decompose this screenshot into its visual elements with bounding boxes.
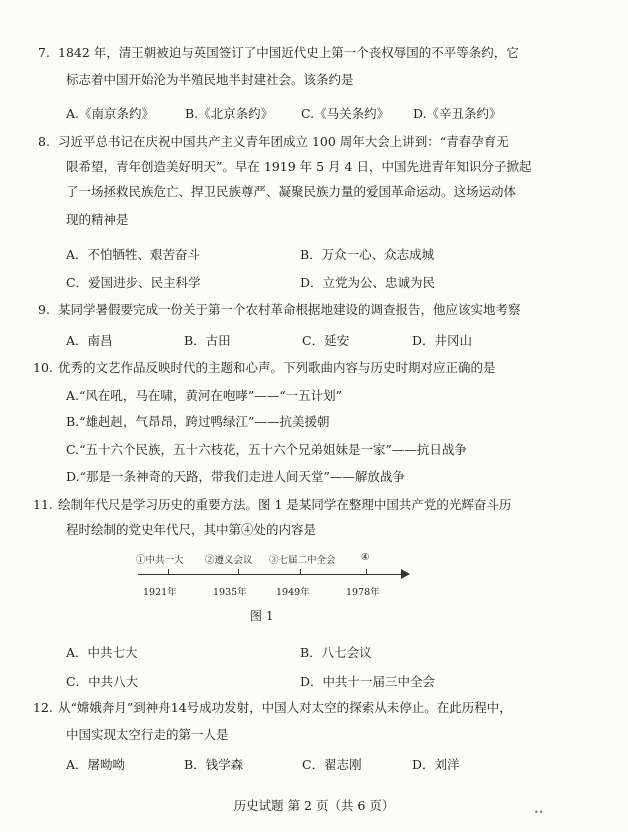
question-11-line-2: 程时绘制的党史年代尺，其中第④处的内容是 (66, 522, 317, 537)
question-7-line-1: 1842 年，清王朝被迫与英国签订了中国近代史上第一个丧权辱国的不平等条约，它 (58, 45, 519, 60)
question-10-line-1: 优秀的文艺作品反映时代的主题和心声。下列歌曲内容与历史时期对应正确的是 (58, 360, 496, 375)
question-8-option-a: A．不怕牺牲、艰苦奋斗 (66, 247, 201, 262)
timeline-tick (366, 569, 367, 575)
question-11-line-1: 绘制年代尺是学习历史的重要方法。图 1 是某同学在整理中国共产党的光辉奋斗历 (58, 497, 512, 512)
question-12-option-d: D．刘洋 (412, 757, 460, 772)
timeline-year-1: 1921年 (143, 587, 177, 598)
question-8-line-1: 习近平总书记在庆祝中国共产主义青年团成立 100 周年大会上讲到：“青春孕育无 (58, 134, 509, 149)
question-12-number: 12. (33, 700, 53, 715)
party-history-timeline (128, 552, 418, 602)
question-11-option-a: A．中共七大 (66, 645, 138, 660)
question-7-number: 7. (38, 45, 50, 60)
timeline-label-2: ②遵义会议 (205, 555, 253, 566)
question-10-option-c: C.“五十六个民族，五十六枝花，五十六个兄弟姐妹是一家”——抗日战争 (66, 442, 467, 457)
question-9-number: 9. (38, 302, 50, 317)
timeline-axis (138, 574, 403, 575)
question-8-option-d: D．立党为公、忠诚为民 (300, 275, 436, 290)
page-footer: 历史试题 第 2 页（共 6 页） (233, 798, 395, 813)
question-11-number: 11. (33, 497, 53, 512)
timeline-year-4: 1978年 (346, 587, 380, 598)
timeline-label-4: ④ (361, 552, 370, 563)
timeline-year-3: 1949年 (276, 587, 310, 598)
timeline-year-2: 1935年 (213, 587, 247, 598)
question-12-line-1: 从“嫦娥奔月”到神舟14号成功发射，中国人对太空的探索从未停止。在此历程中， (58, 700, 512, 715)
question-11-option-d: D．中共十一届三中全会 (300, 674, 436, 689)
question-10-option-b: B.“雄赳赳，气昂昂，跨过鸭绿江”——抗美援朝 (66, 414, 330, 429)
question-8-option-b: B．万众一心、众志成城 (300, 247, 435, 262)
scan-speck: •• (534, 808, 544, 817)
question-11-option-b: B．八七会议 (300, 645, 372, 660)
timeline-tick (238, 569, 239, 575)
question-8-line-2: 限希望，青年创造美好明天”。早在 1919 年 5 月 4 日，中国先进青年知识分子掀起 (66, 159, 532, 174)
timeline-arrow-icon (401, 569, 410, 579)
question-12-option-a: A．屠呦呦 (66, 757, 126, 772)
question-7-line-2: 标志着中国开始沦为半殖民地半封建社会。该条约是 (66, 72, 354, 87)
question-8-option-c: C．爱国进步、民主科学 (66, 275, 201, 290)
question-8-number: 8. (38, 134, 50, 149)
question-12-option-c: C．翟志刚 (302, 757, 362, 772)
question-9-option-c: C．延安 (302, 333, 350, 348)
timeline-tick (168, 569, 169, 575)
question-8-line-4: 现的精神是 (66, 212, 129, 227)
question-9-line-1: 某同学暑假要完成一份关于第一个农村革命根据地建设的调查报告，他应该实地考察 (58, 302, 521, 317)
question-7-option-a: A.《南京条约》 (66, 106, 155, 121)
question-12-line-2: 中国实现太空行走的第一人是 (66, 727, 229, 742)
question-7-option-b: B.《北京条约》 (185, 106, 274, 121)
question-9-option-b: B．古田 (184, 333, 231, 348)
question-12-option-b: B．钱学森 (184, 757, 244, 772)
question-8-line-3: 了一场拯救民族危亡、捍卫民族尊严、凝聚民族力量的爱国革命运动。这场运动体 (66, 184, 517, 199)
question-9-option-d: D．井冈山 (412, 333, 473, 348)
question-7-option-c: C.《马关条约》 (301, 106, 390, 121)
timeline-tick (300, 569, 301, 575)
figure-caption: 图 1 (250, 609, 274, 623)
timeline-label-3: ③七届二中全会 (269, 555, 336, 566)
question-9-option-a: A．南昌 (66, 333, 113, 348)
question-10-number: 10. (33, 360, 53, 375)
question-10-option-d: D.“那是一条神奇的天路，带我们走进人间天堂”——解放战争 (66, 469, 405, 484)
question-7-option-d: D.《辛丑条约》 (413, 106, 502, 121)
timeline-label-1: ①中共一大 (136, 555, 184, 566)
question-11-option-c: C．中共八大 (66, 674, 139, 689)
question-10-option-a: A.“风在吼，马在啸，黄河在咆哮”——“一五计划” (66, 388, 343, 403)
